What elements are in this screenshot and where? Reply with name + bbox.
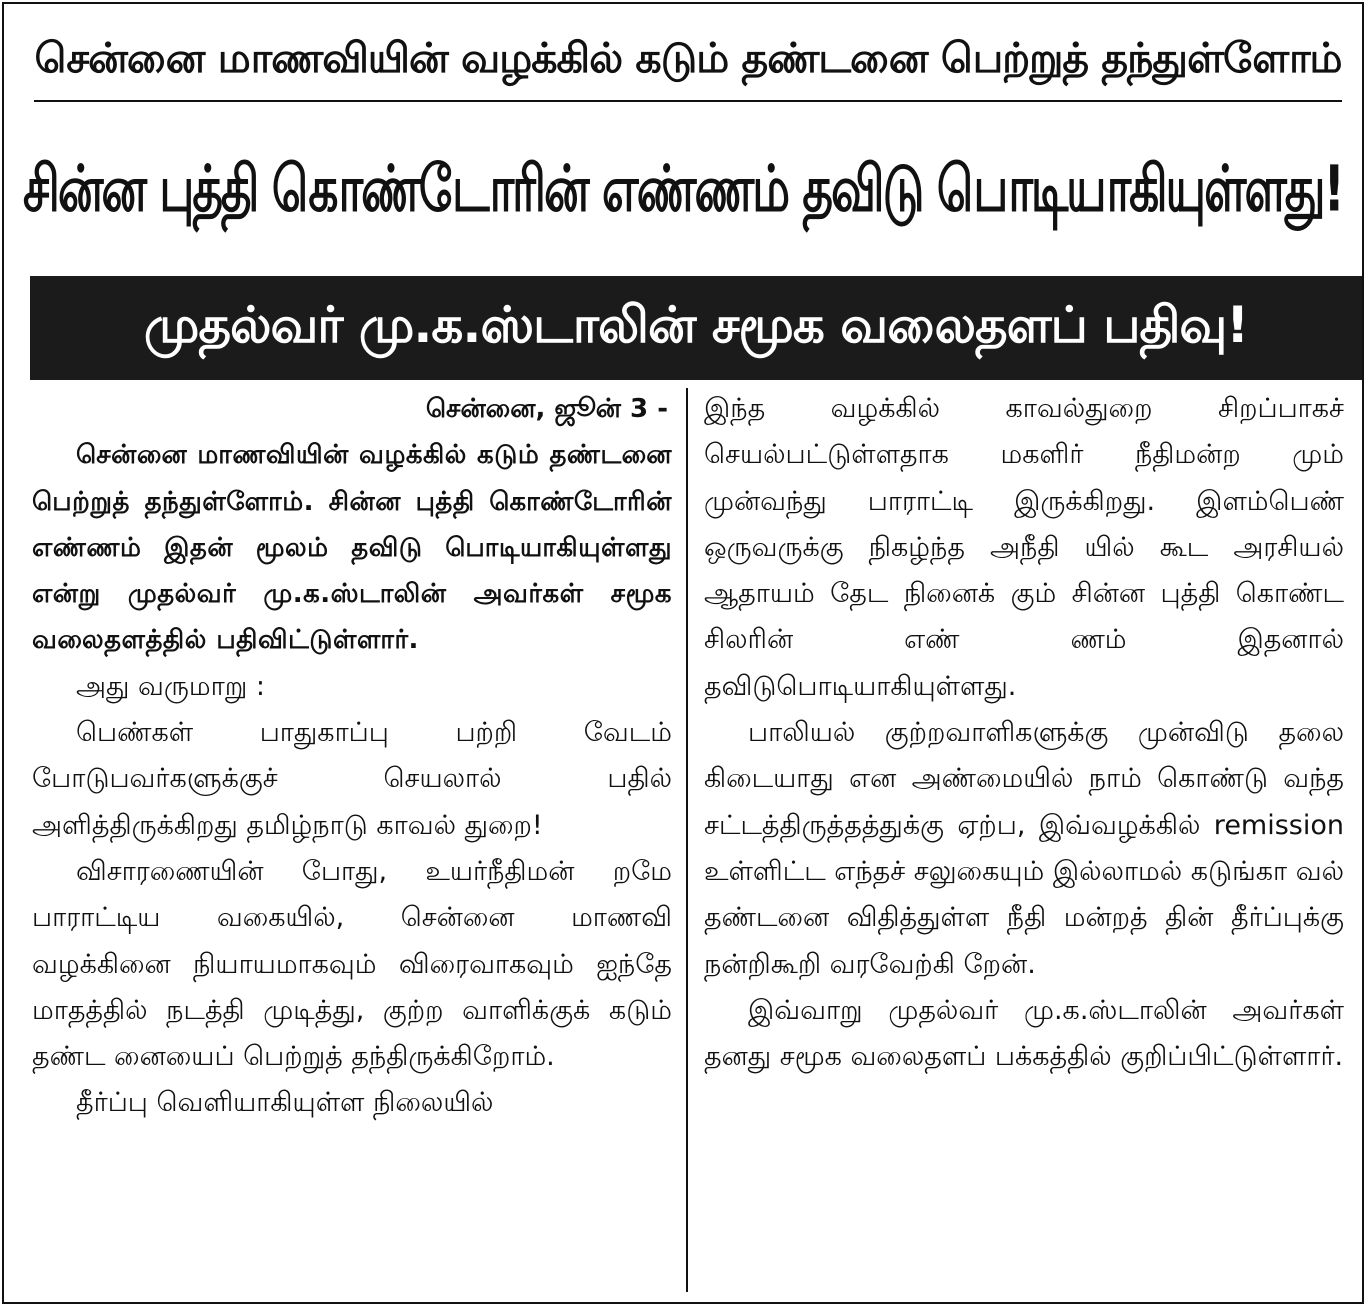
paragraph: இவ்வாறு முதல்வர் மு.க.ஸ்டாலின் அவர்கள் தனது சமூக வலைதளப் பக்கத்தில் குறிப்பிட்டுள்ளார். bbox=[704, 994, 1344, 1073]
paragraph: தீர்ப்பு வெளியாகியுள்ள நிலையில் bbox=[76, 1087, 494, 1119]
paragraph: விசாரணையின் போது, உயர்நீதிமன் றமே பாராட்டிய வகையில், சென்னை மாணவி வழக்கினை நியாயமாகவும் விரைவாகவும் ஐந்தே மாதத்தில் நடத்தி முடித்து, குற்ற வாளிக்குக் கடும் தண்ட னையைப் பெற்றுத் தந்திருக்கிறோம். bbox=[32, 855, 672, 1073]
subheadline-banner: முதல்வர் மு.க.ஸ்டாலின் சமூக வலைதளப் பதிவு! bbox=[30, 276, 1362, 380]
paragraph: பெண்கள் பாதுகாப்பு பற்றி வேடம் போடுபவர்களுக்குச் செயலால் பதில் அளித்திருக்கிறது தமிழ்நாடு காவல் துறை! bbox=[32, 717, 672, 841]
column-divider bbox=[686, 388, 688, 1292]
kicker-headline: சென்னை மாணவியின் வழக்கில் கடும் தண்டனை பெற்றுத் தந்துள்ளோம் bbox=[34, 22, 1342, 102]
paragraph: பாலியல் குற்றவாளிகளுக்கு முன்விடு தலை கிடையாது என அண்மையில் நாம் கொண்டு வந்த சட்டத்திருத்தத்துக்கு ஏற்ப, இவ்வழக்கில் remission உள்ளிட்ட எந்தச் சலுகையும் இல்லாமல் கடுங்கா வல் தண்டனை விதித்துள்ள நீதி மன்றத் தின் தீர்ப்புக்கு நன்றிகூறி வரவேற்கி றேன். bbox=[704, 717, 1344, 980]
main-headline: சின்ன புத்தி கொண்டோரின் எண்ணம் தவிடு பொடியாகியுள்ளது! bbox=[23, 151, 1343, 227]
dateline: சென்னை, ஜூன் 3 - bbox=[425, 394, 668, 424]
paragraph: அது வருமாறு : bbox=[76, 670, 265, 702]
right-column bbox=[704, 386, 1344, 1292]
article-body bbox=[22, 386, 1344, 1292]
news-clipping bbox=[2, 2, 1364, 1304]
lead-paragraph: சென்னை மாணவியின் வழக்கில் கடும் தண்டனை பெற்றுத் தந்துள்ளோம். சின்ன புத்தி கொண்டோரின் எண்ணம் இதன் மூலம் தவிடு பொடியாகியுள்ளது என்று முதல்வர் மு.க.ஸ்டாலின் அவர்கள் சமூக வலைதளத்தில் பதிவிட்டுள்ளார். bbox=[32, 440, 672, 656]
paragraph: இந்த வழக்கில் காவல்துறை சிறப்பாகச் செயல்பட்டுள்ளதாக மகளிர் நீதிமன்ற மும் முன்வந்து பாராட்டி இருக்கிறது. இளம்பெண் ஒருவருக்கு நிகழ்ந்த அநீதி யில் கூட அரசியல் ஆதாயம் தேட நினைக் கும் சின்ன புத்தி கொண்ட சிலரின் எண் ணம் இதனால் தவிடுபொடியாகியுள்ளது. bbox=[704, 393, 1344, 702]
left-column bbox=[32, 386, 672, 1292]
